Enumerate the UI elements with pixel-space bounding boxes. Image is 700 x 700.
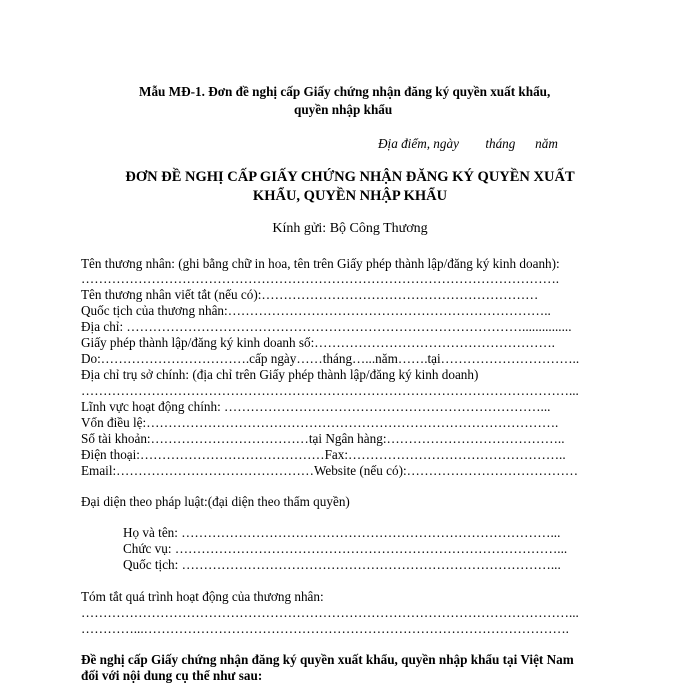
nationality-field: Quốc tịch của thương nhân:……………………………………………………………….. bbox=[81, 303, 551, 318]
trader-name-field: ………………………………………………………………………………………………. bbox=[81, 271, 560, 286]
summary-dots-2: …………...……………………………………………………………………………………. bbox=[81, 621, 569, 636]
business-field: Lĩnh vực hoạt động chính: ………………………………………………………………... bbox=[81, 399, 551, 414]
date-place: Địa điểm, ngày tháng năm bbox=[378, 136, 558, 151]
form-header-line1: Mẫu MĐ-1. Đơn đề nghị cấp Giấy chứng nhận đăng ký quyền xuất khẩu, bbox=[139, 84, 551, 99]
account-field: Số tài khoản:………………………………tại Ngân hàng:………………………………….. bbox=[81, 431, 565, 446]
abbrev-name-field: Tên thương nhân viết tắt (nếu có):……………………………………………………… bbox=[81, 287, 539, 302]
rep-position-field: Chức vụ: ……………………………………………………………………………... bbox=[123, 541, 568, 556]
phone-fax-field: Điện thoại:……………………………………Fax:………………………………………….. bbox=[81, 447, 566, 462]
request-line2: đối với nội dung cụ thể như sau: bbox=[81, 668, 263, 683]
address-field: Địa chỉ: ………………………………………………………………………………............... bbox=[81, 319, 572, 334]
email-website-field: Email:………………………………………Website (nếu có):………………………………… bbox=[81, 463, 579, 478]
rep-nationality-field: Quốc tịch: …………………………………………………………………………... bbox=[123, 557, 561, 572]
license-field: Giấy phép thành lập/đăng ký kinh doanh số:………………………………………………. bbox=[81, 335, 555, 350]
trader-name-label: Tên thương nhân: (ghi bằng chữ in hoa, tên trên Giấy phép thành lập/đăng ký kinh doanh): bbox=[81, 256, 560, 271]
head-office-label: Địa chỉ trụ sở chính: (địa chỉ trên Giấy phép thành lập/đăng ký kinh doanh) bbox=[81, 367, 479, 382]
request-line1: Đề nghị cấp Giấy chứng nhận đăng ký quyền xuất khẩu, quyền nhập khẩu tại Việt Nam bbox=[81, 652, 574, 667]
form-header-line2: quyền nhập khẩu bbox=[294, 102, 393, 117]
capital-field: Vốn điều lệ:…………………………………………………………………………………. bbox=[81, 415, 559, 430]
representative-label: Đại diện theo pháp luật:(đại diện theo thẩm quyền) bbox=[81, 494, 350, 509]
issued-field: Do:…………………………….cấp ngày……tháng…...năm…….tại………………………….. bbox=[81, 351, 580, 366]
title-line1: ĐƠN ĐỀ NGHỊ CẤP GIẤY CHỨNG NHẬN ĐĂNG KÝ QUYỀN XUẤT bbox=[125, 169, 575, 185]
head-office-field: …………………………………………………………………………………………………... bbox=[81, 383, 579, 398]
summary-label: Tóm tắt quá trình hoạt động của thương nhân: bbox=[81, 589, 324, 604]
summary-dots-1: …………………………………………………………………………………………………... bbox=[81, 605, 579, 620]
title-line2: KHẨU, QUYỀN NHẬP KHẨU bbox=[252, 188, 448, 204]
recipient: Kính gửi: Bộ Công Thương bbox=[272, 221, 428, 236]
rep-name-field: Họ và tên: …………………………………………………………………………... bbox=[123, 525, 561, 540]
